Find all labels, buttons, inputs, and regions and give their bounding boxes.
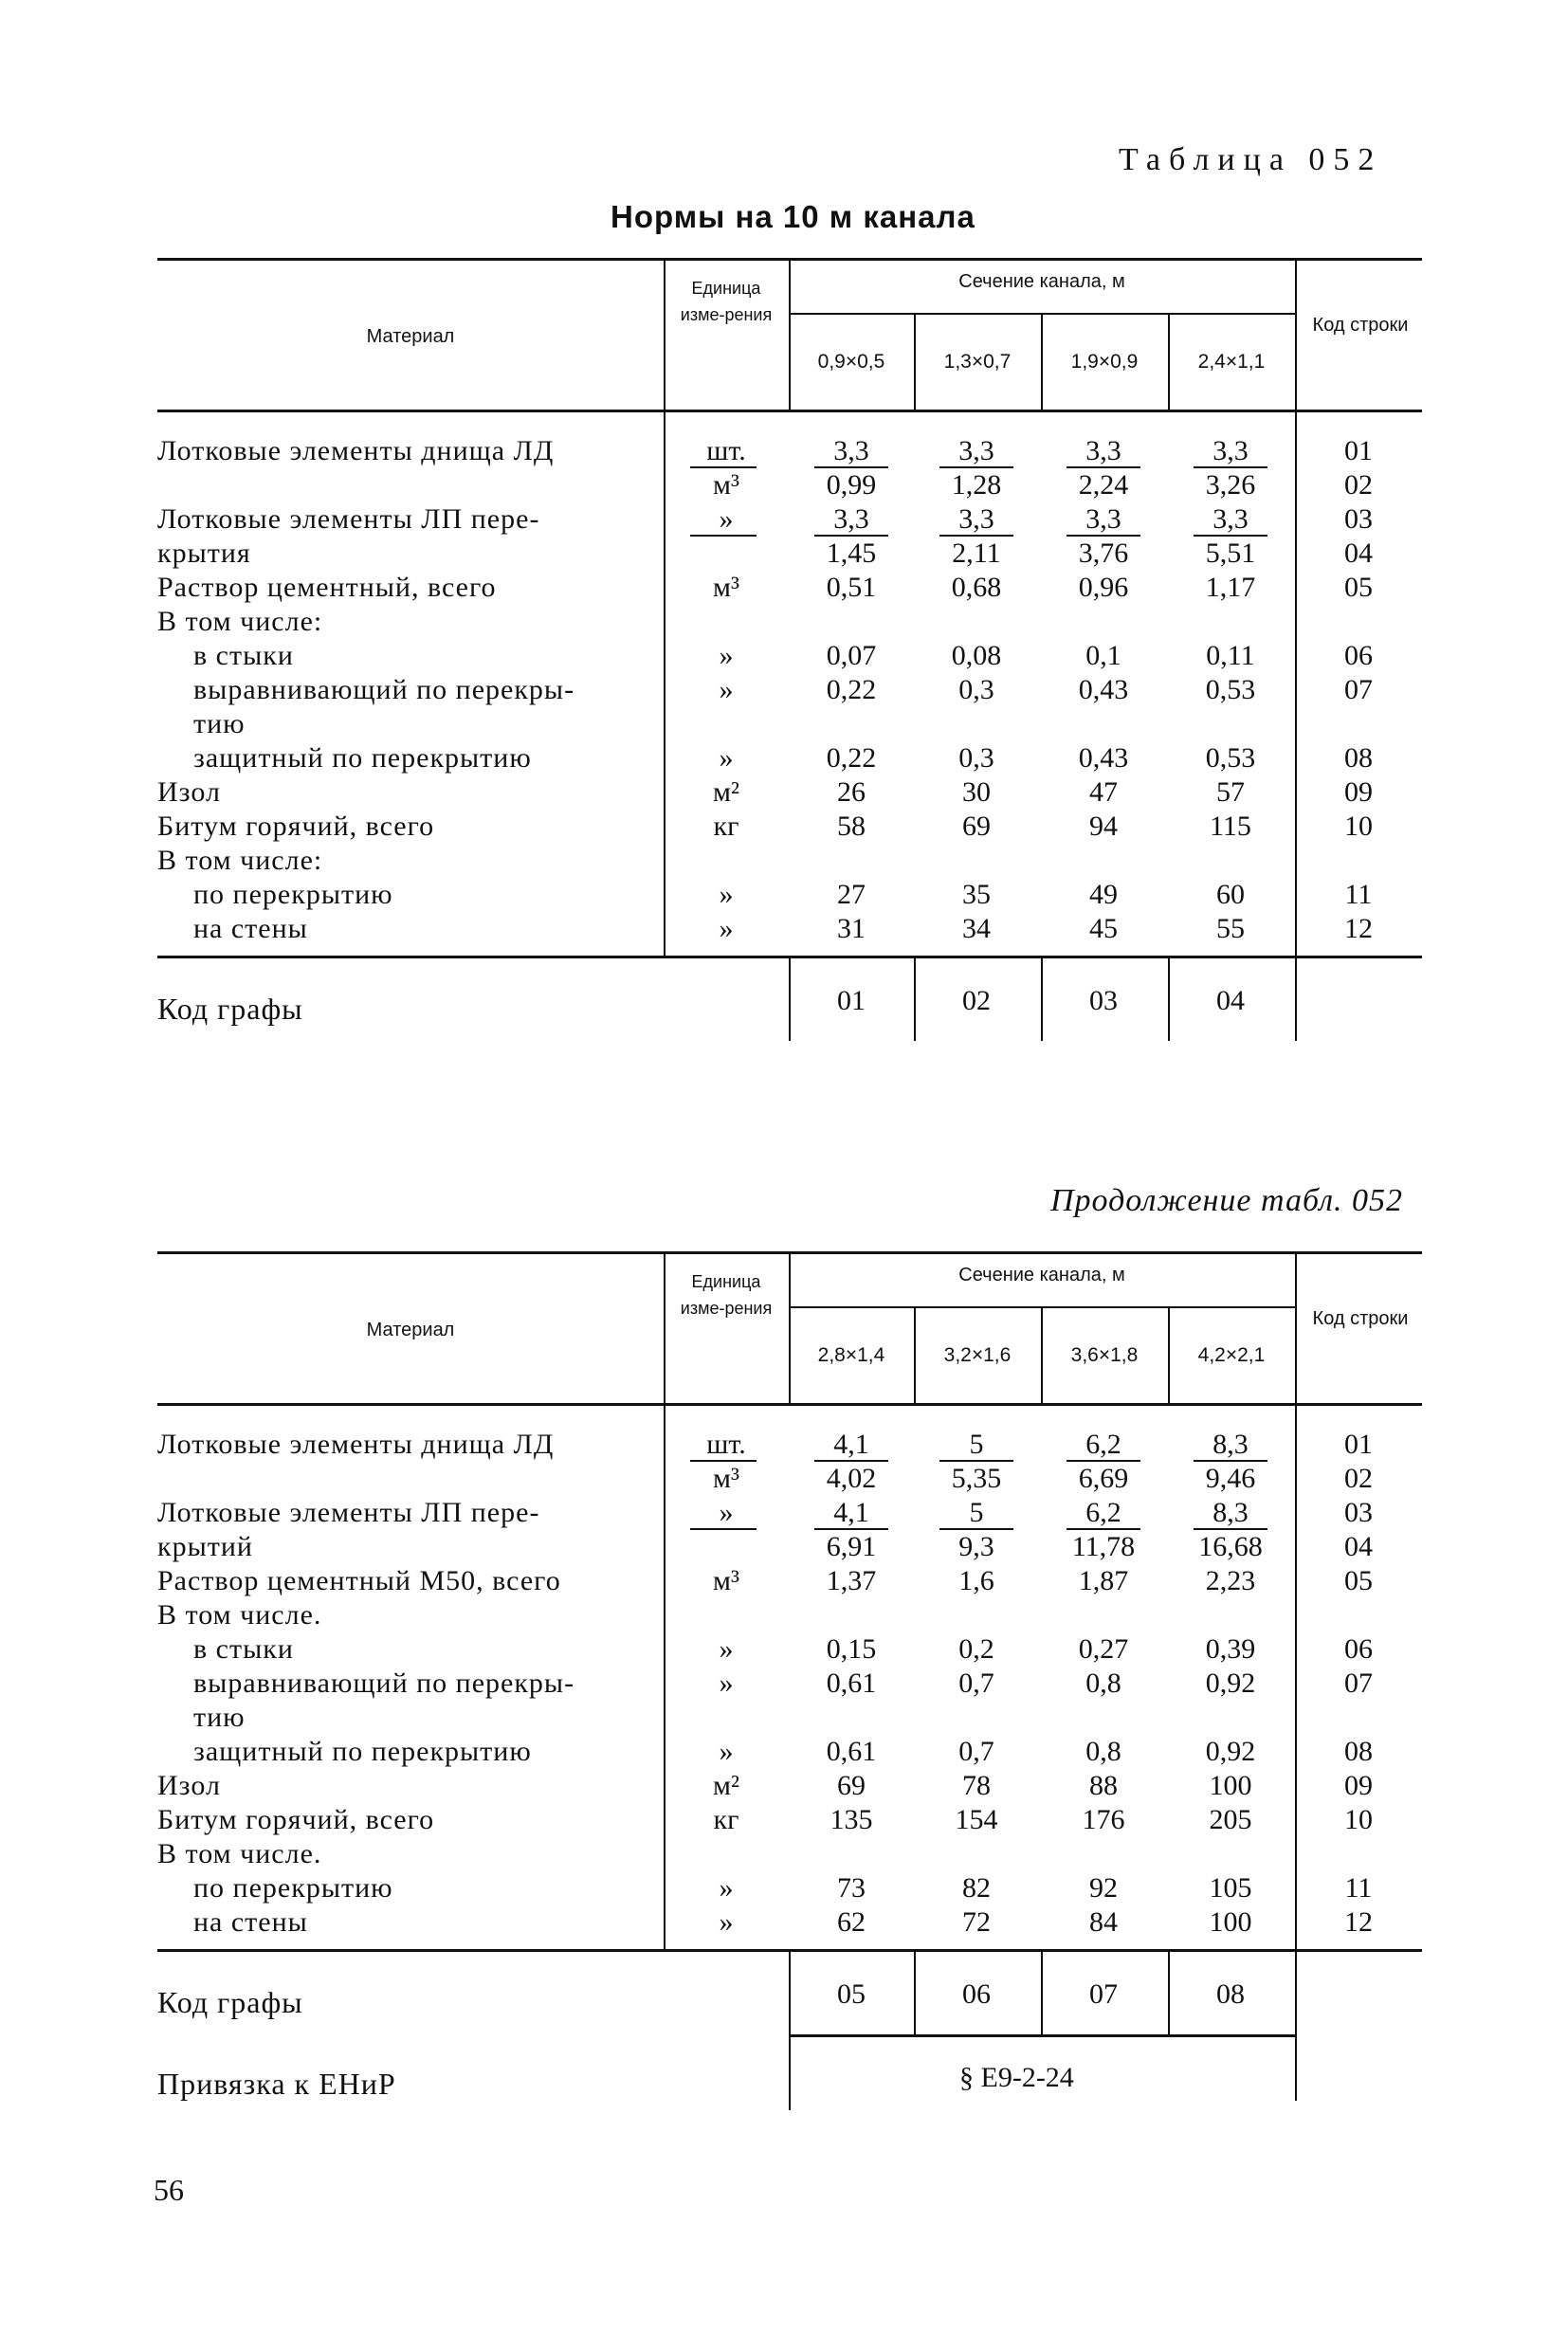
fraction-bar bbox=[814, 1460, 888, 1462]
row-value: 1,45 bbox=[826, 538, 877, 569]
row-value: 0,68 bbox=[951, 572, 1002, 603]
row-value: 5,35 bbox=[951, 1463, 1002, 1494]
row-value: 0,99 bbox=[826, 469, 877, 501]
header-section: Сечение канала, м bbox=[958, 271, 1125, 292]
fraction-bar bbox=[814, 466, 888, 468]
fraction-bar bbox=[1067, 466, 1140, 468]
binding-value: § Е9-2-24 bbox=[959, 2062, 1074, 2093]
row-material: выравнивающий по перекры- bbox=[193, 674, 575, 705]
graph-divider bbox=[789, 1949, 791, 2034]
row-material: Битум горячий, всего bbox=[157, 1804, 435, 1835]
row-value: 57 bbox=[1216, 776, 1245, 808]
row-value: 0,7 bbox=[958, 1736, 994, 1767]
row-value: 78 bbox=[962, 1770, 991, 1801]
row-value: 55 bbox=[1216, 913, 1245, 944]
row-material: Лотковые элементы днища ЛД bbox=[157, 435, 555, 466]
row-code: 02 bbox=[1344, 469, 1373, 501]
row-material: тию bbox=[193, 1702, 246, 1733]
row-material: защитный по перекрытию bbox=[193, 1736, 532, 1767]
row-value: 0,2 bbox=[958, 1633, 994, 1665]
row-material: тию bbox=[193, 708, 246, 739]
row-value: 3,3 bbox=[833, 503, 869, 535]
graph-divider bbox=[914, 956, 916, 1041]
row-value: 0,92 bbox=[1205, 1668, 1256, 1699]
row-code: 12 bbox=[1344, 1906, 1373, 1938]
header-unit: Единица изме-рения bbox=[680, 1272, 773, 1318]
row-value: 0,27 bbox=[1078, 1633, 1129, 1665]
row-code: 09 bbox=[1344, 776, 1373, 808]
row-value: 0,3 bbox=[958, 742, 994, 774]
row-value: 3,3 bbox=[1212, 435, 1249, 466]
row-value: 0,51 bbox=[826, 572, 877, 603]
graph-divider bbox=[1041, 1949, 1043, 2034]
graph-divider bbox=[789, 956, 791, 1041]
row-material: по перекрытию bbox=[193, 1872, 393, 1904]
fraction-bar bbox=[939, 535, 1013, 537]
row-material: в стыки bbox=[193, 1633, 294, 1665]
row-value: 0,39 bbox=[1205, 1633, 1256, 1665]
row-value: 3,3 bbox=[958, 503, 994, 535]
row-value: 45 bbox=[1089, 913, 1118, 944]
fraction-bar bbox=[939, 1528, 1013, 1530]
binding-divider bbox=[1295, 2034, 1297, 2101]
row-value: 6,91 bbox=[826, 1531, 877, 1562]
fraction-bar bbox=[690, 466, 757, 468]
row-value: 0,11 bbox=[1206, 640, 1255, 671]
fraction-bar bbox=[814, 535, 888, 537]
graph-divider bbox=[1295, 956, 1297, 1041]
row-value: 3,76 bbox=[1078, 538, 1129, 569]
row-code: 06 bbox=[1344, 1633, 1373, 1665]
row-value: 88 bbox=[1089, 1770, 1118, 1801]
row-unit: » bbox=[719, 913, 734, 944]
row-value: 4,1 bbox=[833, 1497, 869, 1528]
row-material: Лотковые элементы днища ЛД bbox=[157, 1429, 555, 1460]
row-unit: » bbox=[719, 742, 734, 774]
row-material: В том числе. bbox=[157, 1838, 322, 1869]
row-unit: м³ bbox=[713, 1565, 739, 1596]
header-col-3: 1,9×0,9 bbox=[1070, 351, 1139, 373]
header-bottom-rule bbox=[157, 1403, 1422, 1406]
fraction-bar bbox=[1194, 535, 1267, 537]
row-unit: кг bbox=[713, 1804, 739, 1835]
row-value: 69 bbox=[962, 811, 991, 842]
row-code: 10 bbox=[1344, 811, 1373, 842]
binding-top-rule bbox=[789, 2034, 1295, 2037]
row-value: 2,11 bbox=[952, 538, 1001, 569]
row-value: 94 bbox=[1089, 811, 1118, 842]
row-value: 0,7 bbox=[958, 1668, 994, 1699]
row-code: 01 bbox=[1344, 435, 1373, 466]
row-value: 60 bbox=[1216, 879, 1245, 910]
row-code: 11 bbox=[1344, 1872, 1373, 1904]
binding-label: Привязка к ЕНиР bbox=[157, 2067, 396, 2101]
header-material: Материал bbox=[366, 1320, 455, 1340]
row-value: 100 bbox=[1209, 1906, 1252, 1938]
row-code: 10 bbox=[1344, 1804, 1373, 1835]
row-value: 9,3 bbox=[958, 1531, 994, 1562]
row-value: 8,3 bbox=[1212, 1429, 1249, 1460]
body-divider bbox=[1295, 410, 1297, 956]
row-unit: » bbox=[719, 640, 734, 671]
row-value: 11,78 bbox=[1071, 1531, 1136, 1562]
graph-code: 04 bbox=[1216, 985, 1245, 1016]
header-material: Материал bbox=[366, 326, 455, 347]
row-value: 176 bbox=[1082, 1804, 1125, 1835]
row-unit: шт. bbox=[706, 1429, 746, 1460]
row-code: 11 bbox=[1344, 879, 1373, 910]
header-col-1: 2,8×1,4 bbox=[817, 1344, 885, 1366]
row-value: 0,96 bbox=[1078, 572, 1129, 603]
fraction-bar bbox=[814, 1528, 888, 1530]
row-material: Раствор цементный М50, всего bbox=[157, 1565, 561, 1596]
row-value: 62 bbox=[837, 1906, 866, 1938]
row-value: 1,87 bbox=[1078, 1565, 1129, 1596]
row-value: 0,43 bbox=[1078, 742, 1129, 774]
row-material: на стены bbox=[193, 913, 308, 944]
body-divider bbox=[664, 410, 665, 956]
row-unit: » bbox=[719, 1668, 734, 1699]
row-code: 07 bbox=[1344, 1668, 1373, 1699]
graph-code-label: Код графы bbox=[157, 1985, 303, 2019]
graph-code: 03 bbox=[1089, 985, 1118, 1016]
row-value: 4,02 bbox=[826, 1463, 877, 1494]
header-col-1: 0,9×0,5 bbox=[817, 351, 885, 373]
graph-code: 08 bbox=[1216, 1978, 1245, 2010]
row-value: 0,15 bbox=[826, 1633, 877, 1665]
row-value: 92 bbox=[1089, 1872, 1118, 1904]
fraction-bar bbox=[939, 1460, 1013, 1462]
row-value: 82 bbox=[962, 1872, 991, 1904]
graph-divider bbox=[1168, 1949, 1170, 2034]
row-value: 154 bbox=[955, 1804, 998, 1835]
row-value: 58 bbox=[837, 811, 866, 842]
header-col-2: 1,3×0,7 bbox=[943, 351, 1012, 373]
row-value: 49 bbox=[1089, 879, 1118, 910]
row-value: 105 bbox=[1209, 1872, 1252, 1904]
row-unit: м² bbox=[713, 776, 739, 808]
binding-divider bbox=[789, 2034, 791, 2110]
row-value: 0,61 bbox=[826, 1736, 877, 1767]
row-value: 1,28 bbox=[951, 469, 1002, 501]
row-value: 27 bbox=[837, 879, 866, 910]
row-code: 04 bbox=[1344, 538, 1373, 569]
row-material: В том числе: bbox=[157, 606, 323, 637]
row-value: 6,69 bbox=[1078, 1463, 1129, 1494]
row-value: 135 bbox=[830, 1804, 873, 1835]
row-value: 0,61 bbox=[826, 1668, 877, 1699]
row-value: 9,46 bbox=[1205, 1463, 1256, 1494]
row-material: по перекрытию bbox=[193, 879, 393, 910]
row-code: 02 bbox=[1344, 1463, 1373, 1494]
row-unit: » bbox=[719, 503, 734, 535]
row-code: 03 bbox=[1344, 503, 1373, 535]
row-code: 08 bbox=[1344, 742, 1373, 774]
row-code: 06 bbox=[1344, 640, 1373, 671]
fraction-bar bbox=[1194, 466, 1267, 468]
row-material: Изол bbox=[157, 776, 221, 808]
row-value: 69 bbox=[837, 1770, 866, 1801]
row-value: 3,3 bbox=[958, 435, 994, 466]
row-code: 07 bbox=[1344, 674, 1373, 705]
header-code: Код строки bbox=[1312, 315, 1409, 336]
fraction-bar bbox=[1067, 1528, 1140, 1530]
row-material: на стены bbox=[193, 1906, 308, 1938]
row-unit: » bbox=[719, 1906, 734, 1938]
row-value: 31 bbox=[837, 913, 866, 944]
header-unit: Единица изме-рения bbox=[680, 279, 773, 324]
header-col-2: 3,2×1,6 bbox=[943, 1344, 1012, 1366]
row-material: В том числе: bbox=[157, 845, 323, 876]
row-value: 47 bbox=[1089, 776, 1118, 808]
fraction-bar bbox=[1194, 1460, 1267, 1462]
row-unit: » bbox=[719, 879, 734, 910]
row-value: 1,37 bbox=[826, 1565, 877, 1596]
graph-divider bbox=[1168, 956, 1170, 1041]
row-material: В том числе. bbox=[157, 1599, 322, 1631]
row-value: 3,26 bbox=[1205, 469, 1256, 501]
row-value: 72 bbox=[962, 1906, 991, 1938]
graph-code: 07 bbox=[1089, 1978, 1118, 2010]
row-value: 0,92 bbox=[1205, 1736, 1256, 1767]
row-unit: » bbox=[719, 1497, 734, 1528]
graph-code: 05 bbox=[837, 1978, 866, 2010]
fraction-bar bbox=[690, 535, 757, 537]
row-code: 04 bbox=[1344, 1531, 1373, 1562]
row-material: Лотковые элементы ЛП пере- bbox=[157, 1497, 540, 1528]
row-value: 3,3 bbox=[1212, 503, 1249, 535]
row-unit: м³ bbox=[713, 469, 739, 501]
row-unit: м³ bbox=[713, 572, 739, 603]
table-number-label: Таблица 052 bbox=[1119, 142, 1383, 177]
row-value: 84 bbox=[1089, 1906, 1118, 1938]
row-value: 0,53 bbox=[1205, 674, 1256, 705]
header-divider bbox=[664, 258, 665, 410]
row-code: 05 bbox=[1344, 1565, 1373, 1596]
row-value: 8,3 bbox=[1212, 1497, 1249, 1528]
graph-code: 06 bbox=[962, 1978, 991, 2010]
row-value: 5,51 bbox=[1205, 538, 1256, 569]
row-value: 5 bbox=[969, 1497, 984, 1528]
row-value: 3,3 bbox=[1085, 435, 1121, 466]
row-unit: шт. bbox=[706, 435, 746, 466]
row-unit: » bbox=[719, 674, 734, 705]
row-unit: м² bbox=[713, 1770, 739, 1801]
header-bottom-rule bbox=[157, 410, 1422, 412]
row-value: 1,17 bbox=[1205, 572, 1256, 603]
row-material: выравнивающий по перекры- bbox=[193, 1668, 575, 1699]
row-material: крытий bbox=[157, 1531, 253, 1562]
row-code: 01 bbox=[1344, 1429, 1373, 1460]
row-unit: » bbox=[719, 1633, 734, 1665]
fraction-bar bbox=[690, 1528, 757, 1530]
header-divider bbox=[1295, 1251, 1297, 1403]
header-col-3: 3,6×1,8 bbox=[1070, 1344, 1139, 1366]
row-code: 05 bbox=[1344, 572, 1373, 603]
row-value: 0,1 bbox=[1085, 640, 1121, 671]
row-value: 0,3 bbox=[958, 674, 994, 705]
graph-code: 02 bbox=[962, 985, 991, 1016]
row-material: Изол bbox=[157, 1770, 221, 1801]
table-title: Нормы на 10 м канала bbox=[611, 199, 975, 234]
row-value: 100 bbox=[1209, 1770, 1252, 1801]
row-value: 30 bbox=[962, 776, 991, 808]
row-value: 0,43 bbox=[1078, 674, 1129, 705]
header-divider bbox=[664, 1251, 665, 1403]
header-code: Код строки bbox=[1312, 1308, 1409, 1329]
graph-divider bbox=[1295, 1949, 1297, 2034]
row-value: 115 bbox=[1210, 811, 1251, 842]
row-unit: » bbox=[719, 1736, 734, 1767]
row-material: крытия bbox=[157, 538, 251, 569]
row-value: 4,1 bbox=[833, 1429, 869, 1460]
row-code: 09 bbox=[1344, 1770, 1373, 1801]
row-material: Раствор цементный, всего bbox=[157, 572, 497, 603]
row-code: 08 bbox=[1344, 1736, 1373, 1767]
header-section: Сечение канала, м bbox=[958, 1265, 1125, 1285]
row-value: 6,2 bbox=[1085, 1429, 1121, 1460]
row-value: 205 bbox=[1209, 1804, 1252, 1835]
fraction-bar bbox=[690, 1460, 757, 1462]
row-material: Битум горячий, всего bbox=[157, 811, 435, 842]
row-value: 34 bbox=[962, 913, 991, 944]
row-value: 16,68 bbox=[1198, 1531, 1263, 1562]
row-unit: » bbox=[719, 1872, 734, 1904]
row-value: 6,2 bbox=[1085, 1497, 1121, 1528]
body-divider bbox=[664, 1403, 665, 1949]
row-code: 03 bbox=[1344, 1497, 1373, 1528]
page-number: 56 bbox=[154, 2173, 184, 2207]
row-value: 1,6 bbox=[958, 1565, 994, 1596]
header-col-4: 4,2×2,1 bbox=[1197, 1344, 1266, 1366]
row-value: 3,3 bbox=[833, 435, 869, 466]
row-value: 0,22 bbox=[826, 742, 877, 774]
header-divider bbox=[1295, 258, 1297, 410]
fraction-bar bbox=[939, 466, 1013, 468]
row-material: в стыки bbox=[193, 640, 294, 671]
row-value: 5 bbox=[969, 1429, 984, 1460]
row-value: 2,23 bbox=[1205, 1565, 1256, 1596]
graph-divider bbox=[1041, 956, 1043, 1041]
header-col-4: 2,4×1,1 bbox=[1197, 351, 1266, 373]
row-value: 26 bbox=[837, 776, 866, 808]
fraction-bar bbox=[1067, 1460, 1140, 1462]
row-value: 35 bbox=[962, 879, 991, 910]
row-material: Лотковые элементы ЛП пере- bbox=[157, 503, 540, 535]
row-value: 0,22 bbox=[826, 674, 877, 705]
row-value: 0,8 bbox=[1085, 1736, 1121, 1767]
row-value: 3,3 bbox=[1085, 503, 1121, 535]
row-value: 0,53 bbox=[1205, 742, 1256, 774]
row-value: 0,08 bbox=[951, 640, 1002, 671]
row-unit: кг bbox=[713, 811, 739, 842]
graph-code-label: Код графы bbox=[157, 992, 303, 1026]
fraction-bar bbox=[1067, 535, 1140, 537]
graph-code: 01 bbox=[837, 985, 866, 1016]
row-value: 73 bbox=[837, 1872, 866, 1904]
row-unit: м³ bbox=[713, 1463, 739, 1494]
row-value: 0,07 bbox=[826, 640, 877, 671]
row-value: 0,8 bbox=[1085, 1668, 1121, 1699]
continuation-label: Продолжение табл. 052 bbox=[1050, 1183, 1404, 1218]
row-value: 2,24 bbox=[1078, 469, 1129, 501]
row-material: защитный по перекрытию bbox=[193, 742, 532, 774]
fraction-bar bbox=[1194, 1528, 1267, 1530]
row-code: 12 bbox=[1344, 913, 1373, 944]
graph-divider bbox=[914, 1949, 916, 2034]
body-divider bbox=[1295, 1403, 1297, 1949]
